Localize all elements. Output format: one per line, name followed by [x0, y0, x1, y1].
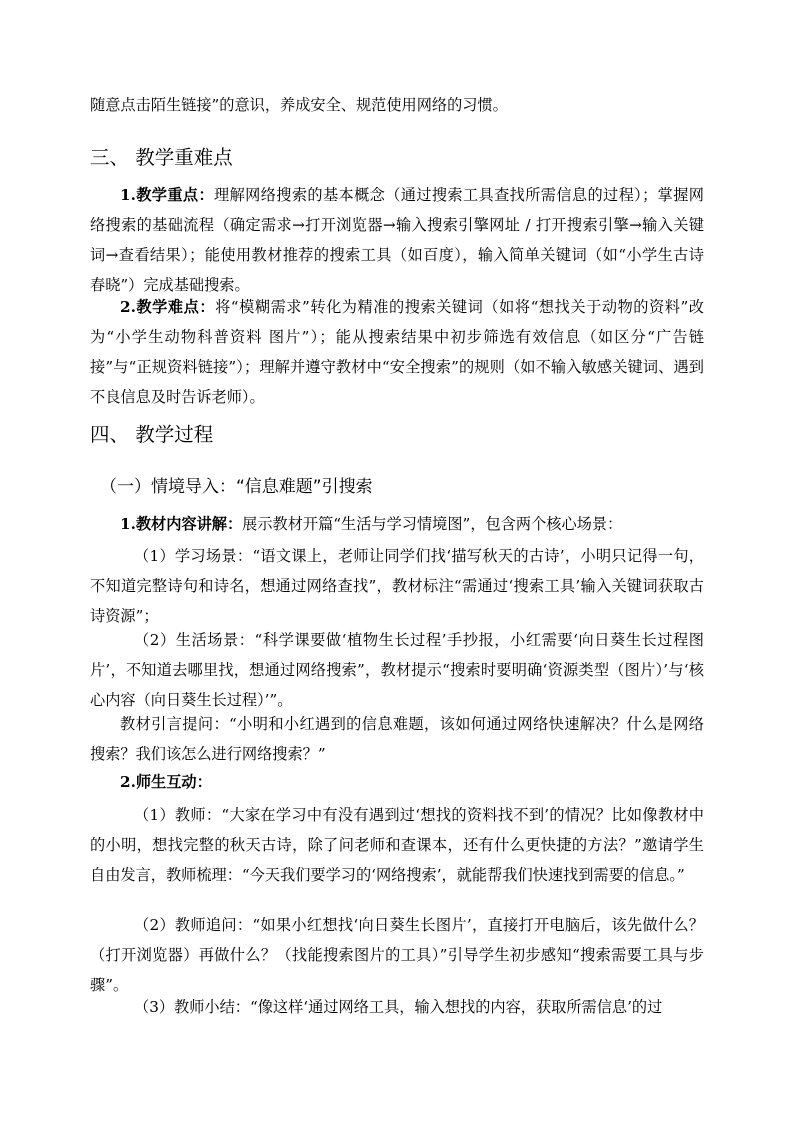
content-explain-text: 展示教材开篇“生活与学习情境图”，包含两个核心场景： — [242, 515, 623, 533]
section-heading-4: 四、 教学过程 — [90, 423, 214, 446]
paragraph-teacher-2 — [90, 910, 704, 1000]
scene-study-text: （1）学习场景：“语文课上，老师让同学们找‘描写秋天的古诗’，小明只记得一句，不知道完整诗句和诗名，想通过网络查找”，教材标注“需通过‘搜索工具’输入关键词获取古诗资源”； — [90, 547, 704, 625]
paragraph-content-explain — [90, 509, 704, 539]
label-content-explain: 1.教材内容讲解： — [120, 515, 243, 533]
question-text: 教材引言提问：“小明和小红遇到的信息难题，该如何通过网络快速解决？什么是网络搜索？我们该怎么进行网络搜索？” — [90, 715, 704, 763]
paragraph-question — [90, 709, 704, 769]
key-points-text: 理解网络搜索的基本概念（通过搜索工具查找所需信息的过程）；掌握网络搜索的基础流程（确定需求→打开浏览器→输入搜索引擎网址 / 打开搜索引擎→输入关键词→查看结果）；能使用教材推荐的搜索工具（如百度），输入简单关键词（如“小学生古诗 春晓”）完成基础搜索。 — [90, 186, 704, 294]
paragraph-difficult-points — [90, 292, 704, 412]
paragraph-teacher-1 — [90, 800, 704, 890]
paragraph-intro-end — [90, 90, 704, 120]
difficult-points-text: 将“模糊需求”转化为精准的搜索关键词（如将“想找关于动物的资料”改为“小学生动物科普资料 图片”）；能从搜索结果中初步筛选有效信息（如区分“广告链接”与“正规资料链接”）；理解并遵守教材中“安全搜索”的规则（如不输入敏感关键词、遇到不良信息及时告诉老师）。 — [90, 298, 704, 406]
label-difficult-points: 2.教学难点： — [120, 298, 216, 316]
label-interaction: 2.师生互动： — [120, 773, 212, 791]
teacher-1-text: （1）教师：“大家在学习中有没有遇到过‘想找的资料找不到’的情况？比如像教材中的小明，想找完整的秋天古诗，除了问老师和查课本，还有什么更快捷的方法？”邀请学生自由发言，教师梳理：“今天我们要学习的‘网络搜索’，就能帮我们快速找到需要的信息。” — [90, 806, 704, 884]
paragraph-teacher-3 — [90, 992, 704, 1022]
paragraph-interaction — [90, 767, 704, 797]
paragraph-scene-life — [90, 625, 704, 715]
paragraph-scene-study — [90, 541, 704, 631]
teacher-3-text: （3）教师小结：“像这样‘通过网络工具，输入想找的内容，获取所需信息’的过 — [134, 998, 663, 1016]
label-key-points: 1.教学重点： — [120, 186, 215, 204]
scene-life-text: （2）生活场景：“科学课要做‘植物生长过程’手抄报，小红需要‘向日葵生长过程图片’，不知道去哪里找，想通过网络搜索”，教材提示“搜索时要明确‘资源类型（图片）’与‘核心内容（向日葵生长过程）’”。 — [90, 631, 704, 709]
paragraph-key-points — [90, 180, 704, 300]
teacher-2-text: （2）教师追问：“如果小红想找‘向日葵生长图片’，直接打开电脑后，该先做什么？（打开浏览器）再做什么？（找能搜索图片的工具）”引导学生初步感知“搜索需要工具与步骤”。 — [90, 916, 704, 994]
paragraph-text: 随意点击陌生链接”的意识，养成安全、规范使用网络的习惯。 — [90, 96, 508, 114]
subsection-heading-1: （一）情境导入：“信息难题”引搜索 — [100, 477, 373, 497]
section-heading-3: 三、 教学重难点 — [90, 146, 233, 169]
